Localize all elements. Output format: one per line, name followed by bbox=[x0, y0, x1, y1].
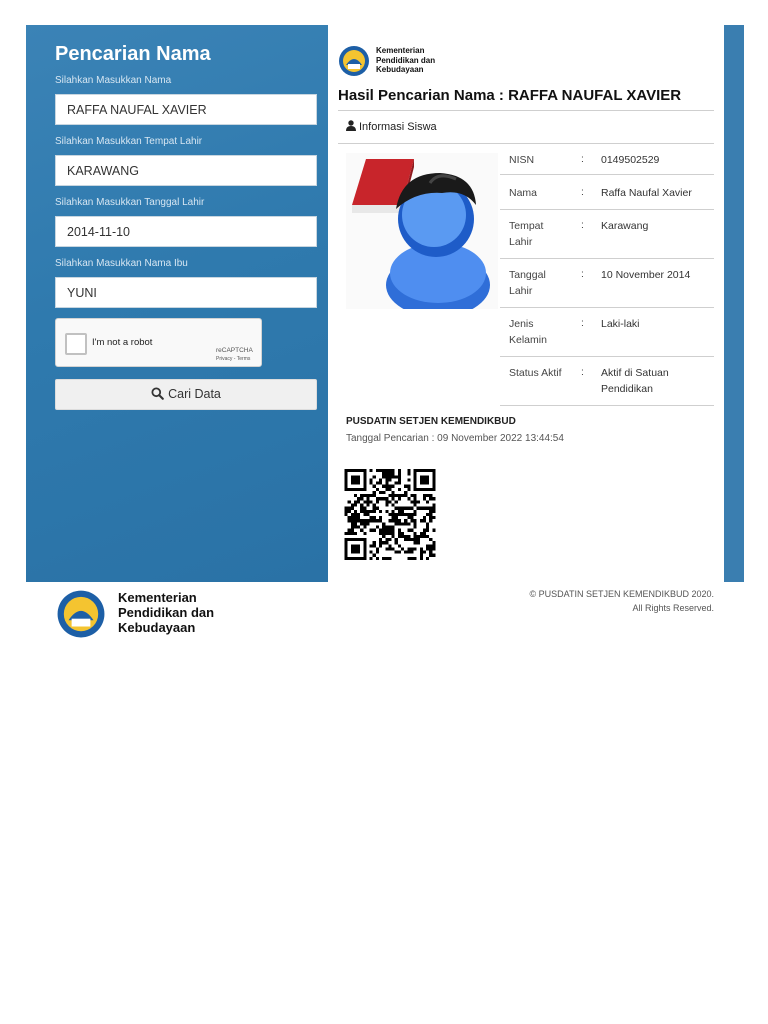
jenis-kelamin-label: Jenis Kelamin bbox=[509, 318, 547, 346]
nama-label: Nama bbox=[509, 187, 538, 199]
panel-edge bbox=[724, 25, 744, 582]
divider bbox=[338, 110, 714, 111]
tempat-lahir-label: Tempat Lahir bbox=[509, 220, 544, 248]
section-title: Informasi Siswa bbox=[359, 121, 437, 133]
footer-logo-line-2: Pendidikan dan bbox=[118, 605, 215, 620]
birthdate-label: Silahkan Masukkan Tanggal Lahir bbox=[55, 197, 205, 208]
recaptcha-widget bbox=[55, 318, 262, 367]
student-avatar-icon bbox=[346, 153, 498, 309]
nisn-value: 0149502529 bbox=[601, 154, 660, 166]
recaptcha-checkbox[interactable] bbox=[65, 333, 87, 355]
tanggal-lahir-sep: : bbox=[581, 268, 584, 280]
birthdate-input[interactable]: 2014-11-10 bbox=[55, 216, 317, 247]
recaptcha-links[interactable]: Privacy - Terms bbox=[216, 356, 251, 362]
status-aktif-label: Status Aktif bbox=[509, 367, 562, 379]
tanggal-lahir-value: 10 November 2014 bbox=[601, 269, 691, 281]
nama-sep: : bbox=[581, 186, 584, 198]
nama-value: Raffa Naufal Xavier bbox=[601, 187, 692, 199]
nisn-sep: : bbox=[581, 153, 584, 165]
row-divider bbox=[500, 258, 714, 259]
row-divider bbox=[500, 405, 714, 406]
row-divider bbox=[500, 356, 714, 357]
nisn-label: NISN bbox=[509, 154, 535, 166]
row-divider bbox=[500, 209, 714, 210]
search-button-label: Cari Data bbox=[168, 387, 221, 401]
recaptcha-label: I'm not a robot bbox=[92, 337, 153, 348]
search-button[interactable] bbox=[55, 379, 317, 410]
footer-logo-line-1: Kementerian bbox=[118, 590, 197, 605]
copyright-text: © PUSDATIN SETJEN KEMENDIKBUD 2020. bbox=[529, 589, 714, 599]
row-divider bbox=[500, 307, 714, 308]
recaptcha-brand: reCAPTCHA bbox=[216, 347, 253, 354]
name-input[interactable]: RAFFA NAUFAL XAVIER bbox=[55, 94, 317, 125]
logo-line-1: Kementerian bbox=[376, 46, 425, 55]
status-aktif-sep: : bbox=[581, 366, 584, 378]
section-header bbox=[346, 120, 437, 133]
row-divider bbox=[500, 174, 714, 175]
tut-wuri-emblem-icon bbox=[56, 589, 106, 639]
status-aktif-value: Aktif di Satuan Pendidikan bbox=[601, 367, 669, 395]
footer-logo-line-3: Kebudayaan bbox=[118, 620, 196, 635]
result-panel bbox=[328, 25, 724, 582]
rights-text: All Rights Reserved. bbox=[632, 603, 714, 613]
qr-code bbox=[342, 469, 438, 560]
tempat-lahir-sep: : bbox=[581, 219, 584, 231]
tempat-lahir-value: Karawang bbox=[601, 220, 649, 232]
search-card bbox=[26, 25, 744, 582]
search-panel bbox=[26, 25, 328, 582]
divider bbox=[338, 143, 714, 144]
tanggal-lahir-label: Tanggal Lahir bbox=[509, 269, 546, 297]
org-name: PUSDATIN SETJEN KEMENDIKBUD bbox=[346, 416, 516, 427]
logo-line-3: Kebudayaan bbox=[376, 65, 424, 74]
jenis-kelamin-sep: : bbox=[581, 317, 584, 329]
name-label: Silahkan Masukkan Nama bbox=[55, 75, 172, 86]
kemendikbud-logo bbox=[338, 45, 458, 77]
mother-name-input[interactable]: YUNI bbox=[55, 277, 317, 308]
panel-title: Pencarian Nama bbox=[55, 43, 211, 65]
tut-wuri-emblem-icon bbox=[338, 45, 370, 77]
search-icon bbox=[151, 387, 164, 400]
user-icon bbox=[346, 120, 356, 131]
search-date: Tanggal Pencarian : 09 November 2022 13:44:54 bbox=[346, 433, 564, 444]
birthplace-input[interactable]: KARAWANG bbox=[55, 155, 317, 186]
mother-name-label: Silahkan Masukkan Nama Ibu bbox=[55, 258, 188, 269]
jenis-kelamin-value: Laki-laki bbox=[601, 318, 640, 330]
birthplace-label: Silahkan Masukkan Tempat Lahir bbox=[55, 136, 203, 147]
footer-logo bbox=[56, 588, 226, 640]
result-title: Hasil Pencarian Nama : RAFFA NAUFAL XAVIER bbox=[338, 87, 682, 104]
logo-line-2: Pendidikan dan bbox=[376, 55, 436, 65]
